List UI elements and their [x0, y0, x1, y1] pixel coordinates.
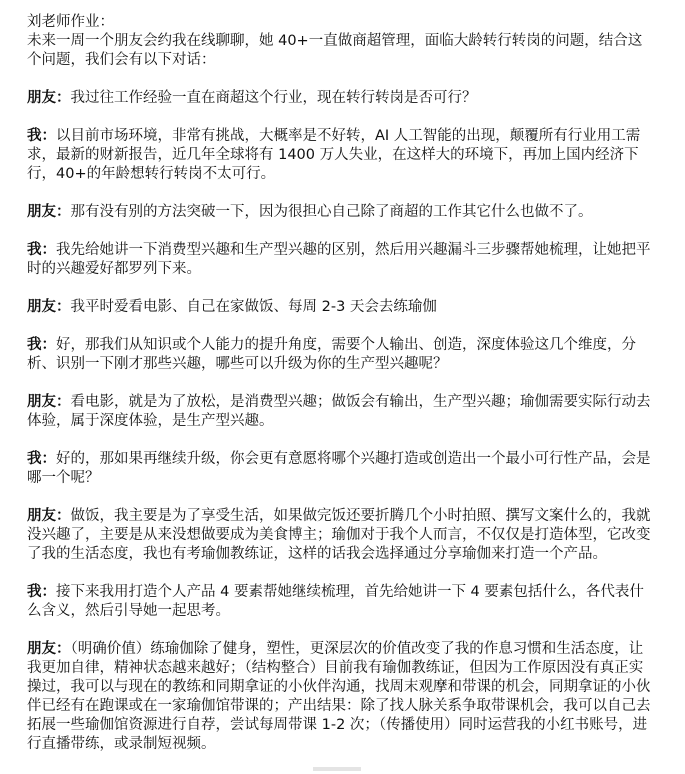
speaker-label: 我： — [27, 128, 56, 144]
dialogue-paragraph-4 — [27, 241, 655, 279]
speaker-label: 我： — [27, 242, 56, 258]
speaker-label: 朋友： — [27, 204, 71, 220]
dialogue-paragraph-9 — [27, 507, 655, 564]
page-bottom-marker — [313, 767, 361, 771]
dialogue-paragraph-7 — [27, 393, 655, 431]
speaker-label: 朋友： — [27, 641, 71, 657]
dialogue-text: 我平时爱看电影、自己在家做饭、每周 2-3 天会去练瑜伽 — [70, 299, 437, 315]
dialogue-text: 做饭，我主要是为了享受生活，如果做完饭还要折腾几个小时拍照、撰写文案什么的，我就没兴趣了，主要是从来没想做要成为美食博主；瑜伽对于我个人而言，不仅仅是打造体型，它改变了我的生活态度，我也有考瑜伽教练证，这样的话我会选择通过分享瑜伽来打造一个产品。 — [27, 508, 651, 562]
speaker-label: 朋友： — [27, 508, 71, 524]
dialogue-paragraph-8 — [27, 450, 655, 488]
dialogue-paragraph-11 — [27, 640, 655, 754]
intro-block — [27, 13, 655, 70]
speaker-label: 我： — [27, 337, 56, 353]
dialogue-paragraph-6 — [27, 336, 655, 374]
dialogue-paragraph-5 — [27, 298, 655, 317]
dialogue-text: 好的，那如果再继续升级，你会更有意愿将哪个兴趣打造或创造出一个最小可行性产品，会是哪一个呢？ — [27, 451, 651, 486]
dialogue-text: 以目前市场环境，非常有挑战，大概率是不好转，AI 人工智能的出现，颠覆所有行业用工需求，最新的财新报告，近几年全球将有 1400 万人失业，在这样大的环境下，再加上国内经济下行，40+的年龄想转行转岗不太可行。 — [27, 128, 641, 182]
dialogue-text: （明确价值）练瑜伽除了健身，塑性，更深层次的价值改变了我的作息习惯和生活态度，让我更加自律，精神状态越来越好；（结构整合）目前我有瑜伽教练证，但因为工作原因没有真正实操过，我可以与现在的教练和同期拿证的小伙伴沟通，找周末观摩和带课的机会，同期拿证的小伙伴已经有在跑课或在一家瑜伽馆带课的；产出结果：除了找人脉关系争取带课机会，我可以自己去拓展一些瑜伽馆资源进行自荐，尝试每周带课 1-2 次；（传播使用）同时运营我的小红书账号，进行直播带练，或录制短视频。 — [27, 641, 651, 752]
document-heading: 刘老师作业： — [27, 14, 114, 30]
speaker-label: 我： — [27, 451, 56, 467]
dialogue-text: 接下来我用打造个人产品 4 要素帮她继续梳理，首先给她讲一下 4 要素包括什么，各代表什么含义，然后引导她一起思考。 — [27, 584, 644, 619]
speaker-label: 我： — [27, 584, 56, 600]
dialogue-text: 我过往工作经验一直在商超这个行业，现在转行转岗是否可行？ — [70, 90, 477, 106]
dialogue-text: 我先给她讲一下消费型兴趣和生产型兴趣的区别，然后用兴趣漏斗三步骤帮她梳理，让她把平时的兴趣爱好都罗列下来。 — [27, 242, 651, 277]
dialogue-text: 看电影，就是为了放松，是消费型兴趣；做饭会有输出，生产型兴趣；瑜伽需要实际行动去体验，属于深度体验，是生产型兴趣。 — [27, 394, 651, 429]
speaker-label: 朋友： — [27, 90, 71, 106]
dialogue-paragraph-2 — [27, 127, 655, 184]
intro-paragraph: 未来一周一个朋友会约我在线聊聊，她 40+一直做商超管理，面临大龄转行转岗的问题，结合这个问题，我们会有以下对话： — [27, 33, 643, 68]
speaker-label: 朋友： — [27, 299, 71, 315]
dialogue-paragraph-1 — [27, 89, 655, 108]
dialogue-paragraph-3 — [27, 203, 655, 222]
dialogue-paragraph-10 — [27, 583, 655, 621]
dialogue-text: 好，那我们从知识或个人能力的提升角度，需要个人输出、创造，深度体验这几个维度，分析、识别一下刚才那些兴趣，哪些可以升级为你的生产型兴趣呢？ — [27, 337, 636, 372]
speaker-label: 朋友： — [27, 394, 71, 410]
dialogue-text: 那有没有别的方法突破一下，因为很担心自己除了商超的工作其它什么也做不了。 — [70, 204, 593, 220]
